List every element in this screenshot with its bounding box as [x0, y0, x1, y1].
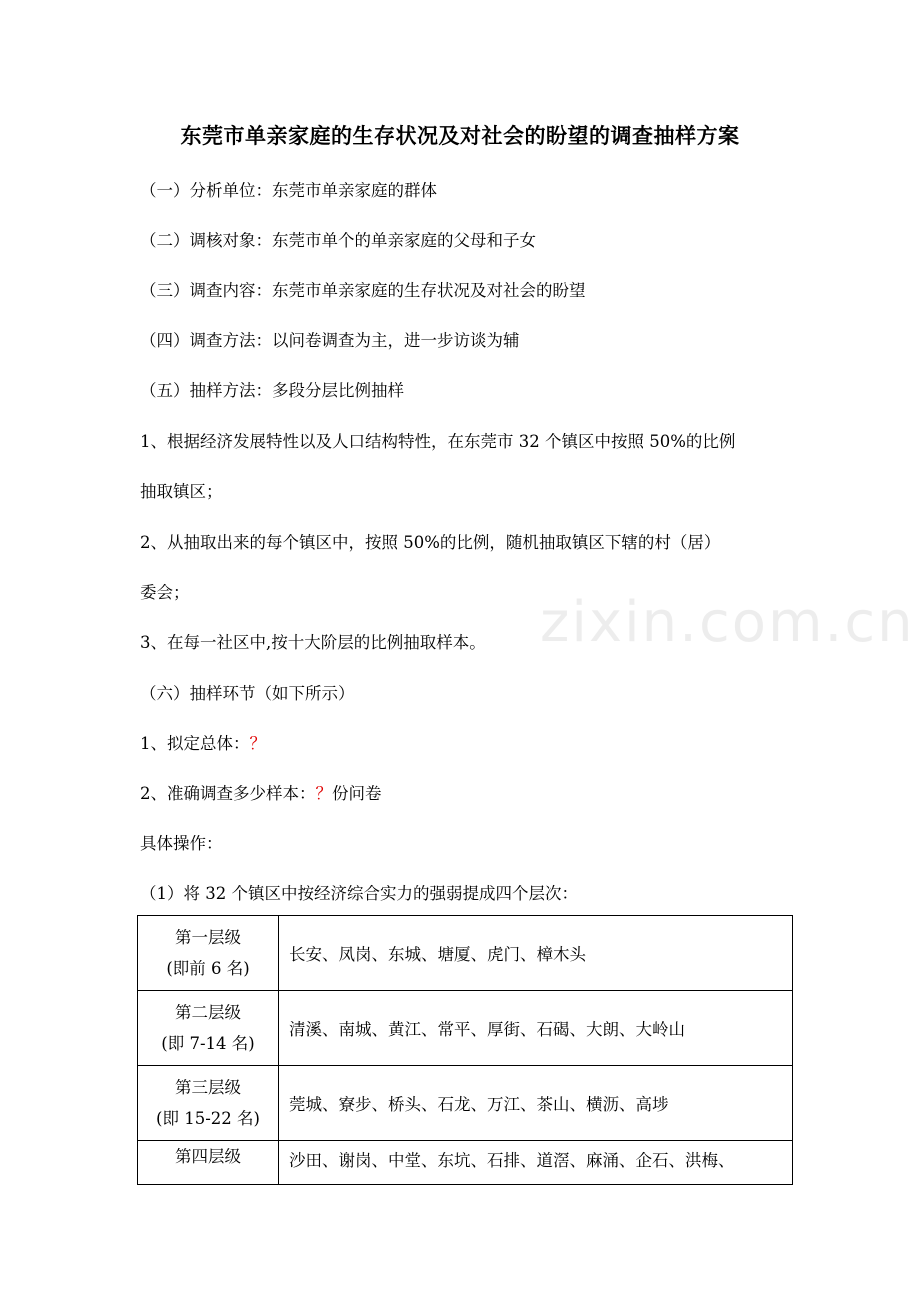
level-name: 第一层级	[175, 928, 241, 947]
section-analysis-unit: （一）分析单位：东莞市单亲家庭的群体	[140, 181, 437, 200]
operation-label: 具体操作：	[140, 834, 223, 853]
watermark: zixin.com.cn	[540, 590, 915, 655]
section-sampling-steps: （六）抽样环节（如下所示）	[140, 684, 355, 703]
section-survey-method: （四）调查方法：以问卷调查为主，进一步访谈为辅	[140, 331, 520, 350]
level-name: 第二层级	[175, 1003, 241, 1022]
towns-cell: 清溪、南城、黄江、常平、厚街、石碣、大朗、大岭山	[279, 991, 793, 1066]
table-row	[138, 991, 793, 1066]
section-survey-object: （二）调核对象：东莞市单个的单亲家庭的父母和子女	[140, 231, 536, 250]
level-cell	[138, 1141, 279, 1185]
document-title: 东莞市单亲家庭的生存状况及对社会的盼望的调查抽样方案	[180, 123, 740, 148]
sample-size-label: 2、准确调查多少样本：	[140, 784, 316, 803]
define-population-label: 1、拟定总体：	[140, 734, 250, 753]
table-row	[138, 916, 793, 991]
levels-table	[137, 915, 793, 1185]
towns-cell: 长安、凤岗、东城、塘厦、虎门、樟木头	[279, 916, 793, 991]
step-1-line-2: 抽取镇区；	[140, 482, 223, 501]
sample-size	[140, 780, 382, 804]
section-sampling-method: （五）抽样方法：多段分层比例抽样	[140, 381, 404, 400]
define-population	[140, 730, 266, 754]
level-range: (即 15-22 名)	[156, 1109, 260, 1128]
step-1-line-1: 1、根据经济发展特性以及人口结构特性，在东莞市 32 个镇区中按照 50%的比例	[140, 432, 736, 451]
towns-cell: 沙田、谢岗、中堂、东坑、石排、道滘、麻涌、企石、洪梅、	[279, 1141, 793, 1185]
step-2-line-1: 2、从抽取出来的每个镇区中，按照 50%的比例，随机抽取镇区下辖的村（居）	[140, 533, 721, 552]
step-2-line-2: 委会；	[140, 583, 190, 602]
table-row	[138, 1066, 793, 1141]
sample-size-suffix: 份问卷	[332, 784, 382, 803]
level-cell	[138, 916, 279, 991]
level-cell	[138, 991, 279, 1066]
towns-cell: 莞城、寮步、桥头、石龙、万江、茶山、横沥、高埗	[279, 1066, 793, 1141]
section-survey-content: （三）调查内容：东莞市单亲家庭的生存状况及对社会的盼望	[140, 281, 586, 300]
unknown-mark: ？	[315, 784, 332, 803]
level-name: 第三层级	[175, 1078, 241, 1097]
level-name: 第四层级	[175, 1147, 241, 1166]
level-cell	[138, 1066, 279, 1141]
operation-step-1: （1）将 32 个镇区中按经济综合实力的强弱提成四个层次：	[140, 884, 578, 903]
level-range: (即 7-14 名)	[161, 1034, 255, 1053]
level-range: (即前 6 名)	[166, 959, 250, 978]
unknown-mark: ？	[249, 734, 266, 753]
table-row	[138, 1141, 793, 1185]
step-3: 3、在每一社区中,按十大阶层的比例抽取样本。	[140, 633, 486, 652]
